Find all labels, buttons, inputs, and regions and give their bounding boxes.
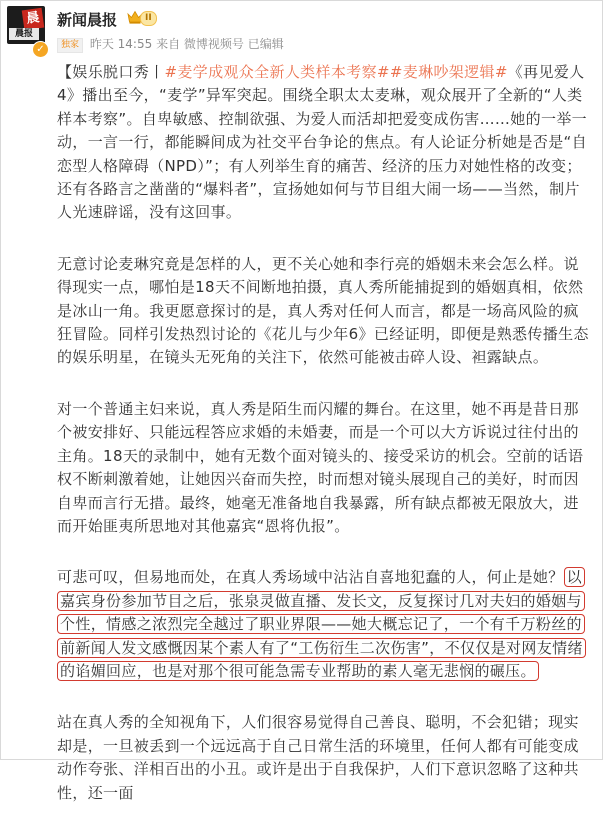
paragraph-1-body: 《再见爱人4》播出至今，“麦学”异军突起。围绕全职太太麦琳，观众展开了全新的“人类样本考察”。自卑敏感、控制欲强、为爱人而活却把爱变成伤害……她的一举一动，一言一行，都能瞬间成为社交平台争论的焦点。有人论证分析她是否是“自恋型人格障碍（NPD）”；有人列举生育的痛苦、经济的压力对她性格的改变；还有各路言之凿凿的“爆料者”，宣扬她如何与节目组大闹一场——当然，制片人光速辟谣，没有这回事。 xyxy=(57,63,588,222)
author-name[interactable]: 新闻晨报 xyxy=(57,11,118,29)
paragraph-3: 对一个普通主妇来说，真人秀是陌生而闪耀的舞台。在这里，她不再是昔日那个被安排好、只能远程答应求婚的未婚妻，而是一个可以大方诉说过往付出的主角。18天的录制中，她有无数个面对镜头的、接受采访的机会。空前的话语权不断刺激着她，让她因兴奋而失控，时而想对镜头展现自己的美好，时而因自卑而言行无措。最终，她毫无准备地自我暴露，所有缺点都被无限放大，进而开始匪夷所思地对其他嘉宾“恩将仇报”。 xyxy=(57,399,584,535)
post-content xyxy=(57,61,589,833)
highlighted-passage: 以嘉宾身份参加节目之后，张泉灵做直播、发长文，反复探讨几对夫妇的婚姻与个性，情感之浓烈完全越过了职业界限——她大概忘记了，一个有千万粉丝的前新闻人发文感慨因某个素人有了“工伤衍生二次伤害”，不仅仅是对网友情绪的谄媚回应，也是对那个很可能急需专业帮助的素人毫无悲悯的碾压。 xyxy=(57,567,586,681)
post-source: 来自 微博视频号 xyxy=(156,37,244,51)
paragraph-5: 站在真人秀的全知视角下，人们很容易觉得自己善良、聪明，不会犯错；现实却是，一旦被丢到一个远远高于自己日常生活的环境里，任何人都有可能变成动作夸张、洋相百出的小丑。或许是出于自我保护，人们下意识忽略了这种共性，还一面 xyxy=(57,713,579,802)
paragraph-4-plain: 可悲可叹，但易地而处，在真人秀场域中沾沾自喜地犯蠢的人，何止是她？ xyxy=(57,568,564,587)
hashtag-link[interactable]: #麦学成观众全新人类样本考察# xyxy=(164,63,390,81)
hashtag-link[interactable]: #麦琳吵架逻辑# xyxy=(389,63,508,81)
post-time[interactable]: 昨天 14:55 xyxy=(89,37,153,51)
level-badge[interactable]: II xyxy=(140,11,157,26)
post-meta xyxy=(57,35,284,51)
avatar-brand-text: 晨报 xyxy=(9,28,39,40)
paragraph-2: 无意讨论麦琳究竟是怎样的人，更不关心她和李行亮的婚姻未来会怎么样。说得现实一点，哪怕是18天不间断地拍摄，真人秀所能捕捉到的婚姻真相，依然是冰山一角。我更愿意探讨的是，真人秀对任何人而言，都是一场高风险的疯狂冒险。同样引发热烈讨论的《花儿与少年6》已经证明，即便是熟悉传播生态的娱乐明星，在镜头无死角的关注下，依然可能被击碎人设、袒露缺点。 xyxy=(57,254,589,367)
avatar-seal: 晨 xyxy=(22,8,45,31)
edited-label: 已编辑 xyxy=(247,37,284,51)
paragraph-1 xyxy=(57,61,589,225)
paragraph-1-prefix: 【娱乐脱口秀丨 xyxy=(57,63,165,81)
verified-badge-icon: ✓ xyxy=(32,41,49,58)
avatar[interactable] xyxy=(7,6,45,44)
paragraph-4 xyxy=(57,566,589,683)
exclusive-tag: 独家 xyxy=(57,38,83,53)
